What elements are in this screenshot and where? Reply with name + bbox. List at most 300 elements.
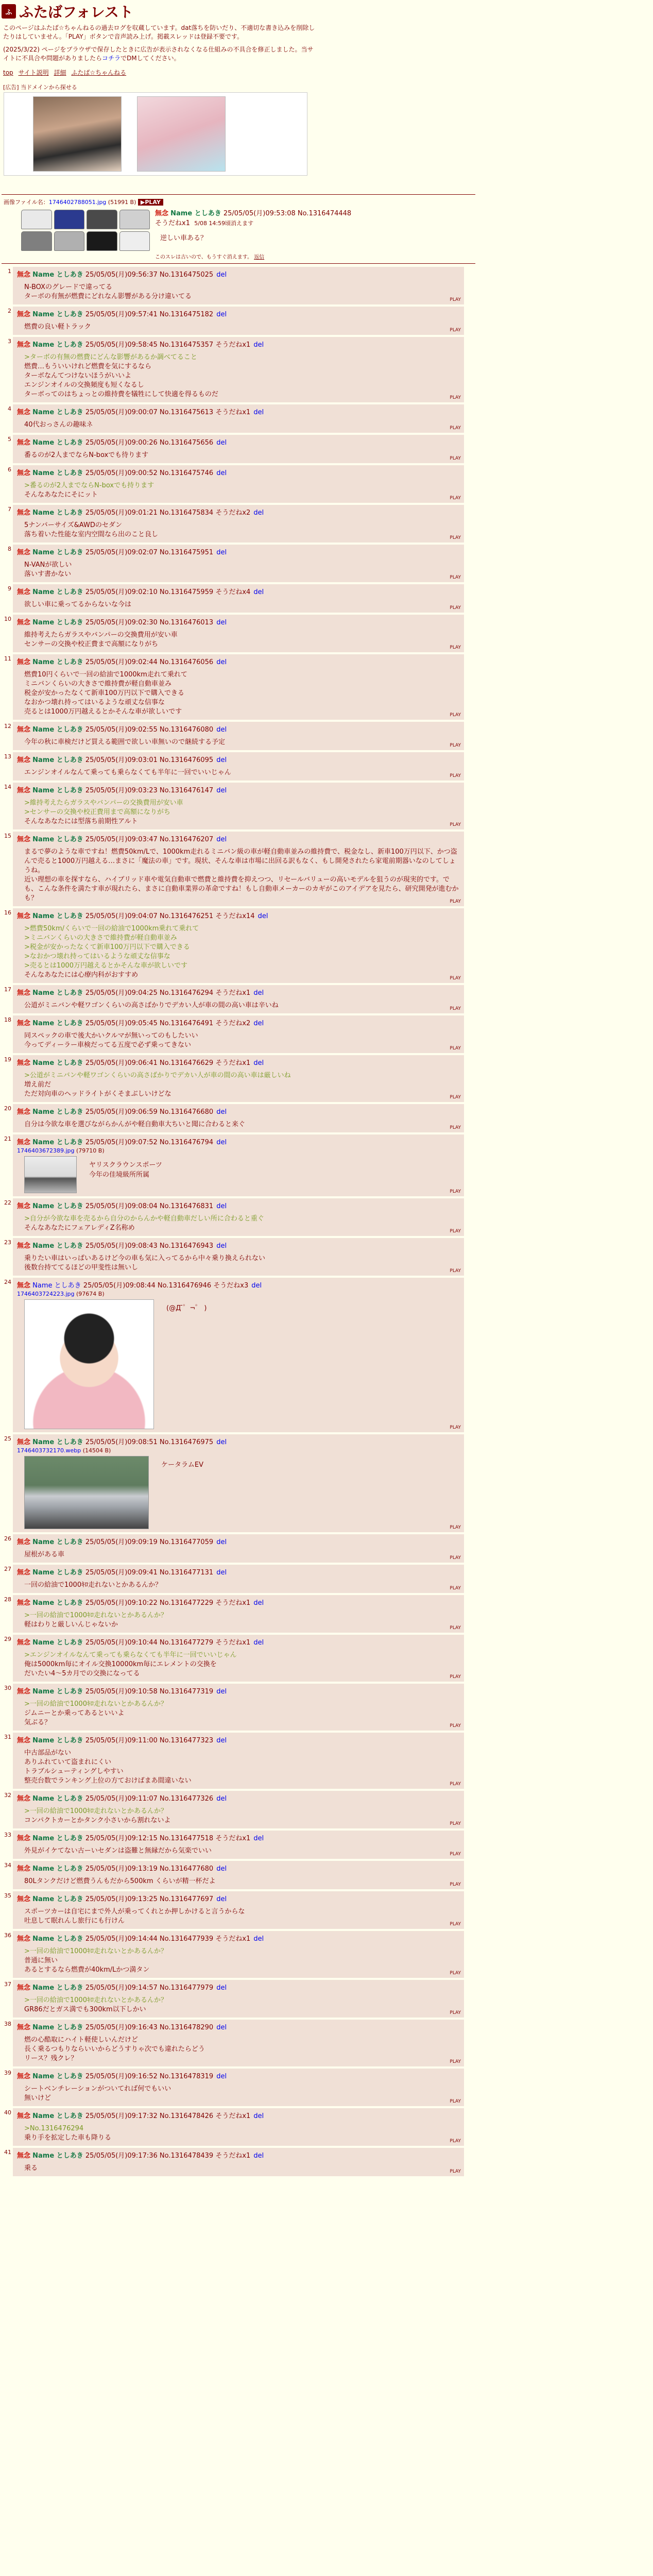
play-button[interactable]: PLAY — [450, 1971, 461, 1976]
op-name: Name としあき — [170, 210, 221, 217]
play-button[interactable]: PLAY — [450, 822, 461, 827]
play-button[interactable]: PLAY — [450, 1821, 461, 1826]
reply-line: N-VANが欲しい — [24, 561, 72, 569]
reply-number[interactable]: No.1316475182 — [159, 311, 214, 318]
reply-number[interactable]: No.1316476794 — [159, 1139, 214, 1146]
soudane-button[interactable]: そうだねx1 — [215, 341, 251, 349]
reply-post — [2, 1791, 475, 1828]
soudane-button[interactable]: そうだねx1 — [215, 1935, 251, 1943]
reply-number[interactable]: No.1316476831 — [159, 1202, 214, 1210]
reply-box — [13, 1635, 464, 1682]
del-link[interactable]: del — [216, 1737, 227, 1744]
reply-number[interactable]: No.1316476680 — [159, 1108, 214, 1116]
del-link[interactable]: del — [253, 2112, 264, 2120]
play-button[interactable]: PLAY — [450, 328, 461, 333]
del-link[interactable]: del — [253, 1020, 264, 1027]
reply-index: 22 — [4, 1199, 11, 1206]
reply-box — [13, 985, 464, 1013]
reply-line: 燃費の良い軽トラック — [24, 323, 91, 331]
reply-box — [13, 2069, 464, 2106]
reply-post — [2, 722, 475, 750]
reply-number[interactable]: No.1316476095 — [159, 756, 214, 764]
reply-number[interactable]: No.1316475834 — [159, 509, 214, 517]
play-button[interactable]: PLAY — [450, 1625, 461, 1631]
reply-subject: 無念 — [17, 1108, 31, 1116]
contact-link[interactable]: コチラ — [102, 55, 121, 62]
reply-number[interactable]: No.1316476491 — [159, 1020, 214, 1027]
quote-line: >No.1316476294 — [24, 2125, 84, 2132]
play-button[interactable]: PLAY — [450, 2139, 461, 2144]
reply-name: Name としあき — [32, 311, 83, 318]
reply-number[interactable]: No.1316476080 — [159, 726, 214, 734]
del-link[interactable]: del — [251, 1282, 262, 1290]
play-button[interactable]: PLAY — [450, 2169, 461, 2174]
play-button[interactable]: PLAY — [450, 2099, 461, 2104]
play-button[interactable]: PLAY — [450, 1006, 461, 1011]
soudane-button[interactable]: そうだねx14 — [215, 912, 255, 920]
reply-text — [24, 1846, 461, 1856]
reply-list — [2, 267, 475, 2176]
reply-header — [17, 1567, 461, 1577]
play-button[interactable]: PLAY — [450, 395, 461, 400]
reply-post — [2, 783, 475, 829]
del-link[interactable]: del — [253, 1835, 264, 1842]
reply-text — [24, 2164, 461, 2173]
nav-link-top[interactable]: top — [3, 69, 13, 76]
reply-number[interactable]: No.1316476013 — [159, 619, 214, 626]
reply-number[interactable]: No.1316476946 — [157, 1282, 212, 1290]
reply-header — [17, 1686, 461, 1696]
play-button[interactable]: PLAY — [450, 1525, 461, 1530]
reply-name: Name としあき — [32, 1935, 83, 1943]
del-link[interactable]: del — [216, 1895, 227, 1903]
site-title[interactable]: ふたばフォレスト — [19, 4, 133, 21]
reply-subject: 無念 — [17, 787, 31, 794]
reply-name: Name としあき — [32, 588, 83, 596]
reply-index: 12 — [4, 723, 11, 730]
reply-line: 維持考えたらガラスやバンパーの交換費用が安い車 — [24, 631, 178, 639]
reply-file-link[interactable]: 1746403724223.jpg — [17, 1291, 75, 1297]
reply-number[interactable]: No.1316475951 — [159, 549, 214, 556]
reply-date: 25/05/05(月)09:09:41 — [85, 1569, 158, 1577]
reply-index: 32 — [4, 1792, 11, 1799]
reply-subject: 無念 — [17, 1599, 31, 1607]
reply-post — [2, 1565, 475, 1593]
reply-name[interactable]: Name としあき — [32, 1282, 81, 1290]
reply-number[interactable]: No.1316475959 — [159, 588, 214, 596]
play-button[interactable]: PLAY — [450, 1555, 461, 1561]
reply-line: 乗り手を拡定した車も降りる — [24, 2134, 112, 2142]
reply-number[interactable]: No.1316477059 — [159, 1538, 214, 1546]
reply-header — [17, 339, 461, 349]
reply-link[interactable]: 返信 — [254, 255, 265, 260]
nav-link-detail[interactable]: 詳細 — [54, 69, 66, 76]
reply-number[interactable]: No.1316476251 — [159, 912, 214, 920]
del-link[interactable]: del — [216, 1688, 227, 1696]
play-button[interactable]: PLAY — [450, 1922, 461, 1927]
del-link[interactable]: del — [216, 1569, 227, 1577]
reply-post — [2, 1831, 475, 1859]
reply-name: Name としあき — [32, 2024, 83, 2031]
del-link[interactable]: del — [216, 1242, 227, 1250]
del-link[interactable]: del — [253, 341, 264, 349]
reply-header — [17, 406, 461, 416]
reply-line: トラブルシューティングしやすい — [24, 1768, 124, 1775]
play-button[interactable]: PLAY — [450, 1723, 461, 1728]
play-button[interactable]: PLAY — [450, 605, 461, 611]
reply-subject: 無念 — [17, 989, 31, 997]
play-button[interactable]: PLAY — [450, 1674, 461, 1680]
play-button[interactable]: PLAY — [450, 1229, 461, 1234]
reply-number[interactable]: No.1316477131 — [159, 1569, 214, 1577]
reply-number[interactable]: No.1316477229 — [159, 1599, 214, 1607]
reply-header — [17, 1863, 461, 1873]
reply-date: 25/05/05(月)09:02:44 — [85, 658, 158, 666]
reply-line: シートベンチレーションがついてれば何でもいい — [24, 2085, 171, 2093]
reply-number[interactable]: No.1316477518 — [159, 1835, 214, 1842]
ad-image-2[interactable] — [137, 96, 226, 172]
reply-subject: 無念 — [17, 726, 31, 734]
reply-file-link[interactable]: 1746403732170.webp — [17, 1447, 81, 1454]
quote-line: >維持考えたらガラスやバンパーの交換費用が安い車 — [24, 799, 183, 807]
del-link[interactable]: del — [216, 658, 227, 666]
reply-date: 25/05/05(月)09:01:21 — [85, 509, 158, 517]
reply-text — [89, 1159, 162, 1179]
quote-line: >なおかつ壊れ持ってはいるような頑丈な信事な — [24, 953, 170, 960]
reply-image[interactable] — [24, 1156, 77, 1193]
soudane-button[interactable]: そうだねx1 — [215, 1599, 251, 1607]
reply-date: 25/05/05(月)09:08:04 — [85, 1202, 158, 1210]
reply-index: 11 — [4, 655, 11, 662]
soudane-button[interactable]: そうだねx1 — [215, 1059, 251, 1067]
site-logo-icon[interactable]: ふ — [2, 4, 16, 19]
del-link[interactable]: del — [253, 409, 264, 416]
reply-name: Name としあき — [32, 1639, 83, 1647]
reply-number[interactable]: No.1316476056 — [159, 658, 214, 666]
soudane-button[interactable]: そうだねx1 — [215, 2152, 251, 2160]
reply-file-line — [17, 1291, 461, 1297]
del-link[interactable]: del — [257, 912, 268, 920]
play-button[interactable]: PLAY — [450, 1268, 461, 1274]
reply-subject: 無念 — [17, 1984, 31, 1992]
del-link[interactable]: del — [216, 1865, 227, 1873]
ad-image-1[interactable] — [33, 96, 122, 172]
soudane-button[interactable]: そうだねx1 — [215, 1835, 251, 1842]
play-button[interactable]: PLAY — [450, 899, 461, 904]
reply-text — [24, 1214, 461, 1233]
reply-header — [17, 1240, 461, 1250]
reply-index: 37 — [4, 1981, 11, 1988]
reply-number[interactable]: No.1316477279 — [159, 1639, 214, 1647]
reply-number[interactable]: No.1316478439 — [159, 2152, 214, 2160]
reply-line: ターボなんてつけないほうがいいよ — [24, 372, 132, 380]
play-button[interactable]: PLAY — [450, 535, 461, 540]
reply-subject: 無念 — [17, 836, 31, 843]
reply-index: 6 — [8, 466, 11, 473]
reply-attachment — [17, 1455, 461, 1529]
reply-line: 40代おっさんの趣味ネ — [24, 421, 93, 429]
reply-index: 28 — [4, 1596, 11, 1603]
del-link[interactable]: del — [216, 1108, 227, 1116]
del-link[interactable]: del — [216, 469, 227, 477]
reply-box — [13, 832, 464, 906]
del-link[interactable]: del — [253, 1935, 264, 1943]
del-link[interactable]: del — [253, 989, 264, 997]
play-button[interactable]: PLAY — [450, 976, 461, 981]
reply-number[interactable]: No.1316476975 — [159, 1438, 214, 1446]
reply-name: Name としあき — [32, 1795, 83, 1803]
site-header — [2, 2, 475, 21]
del-link[interactable]: del — [216, 439, 227, 447]
play-button[interactable]: PLAY — [450, 1046, 461, 1051]
op-soudane[interactable]: そうだねx1 — [155, 219, 190, 227]
soudane-button[interactable]: そうだねx4 — [215, 588, 251, 596]
play-button[interactable]: PLAY — [450, 773, 461, 778]
reply-date: 25/05/05(月)09:08:43 — [85, 1242, 158, 1250]
del-link[interactable]: del — [216, 549, 227, 556]
del-link[interactable]: del — [253, 1639, 264, 1647]
reply-subject: 無念 — [17, 1639, 31, 1647]
play-button[interactable]: PLAY — [450, 2010, 461, 2015]
reply-text — [24, 451, 461, 460]
play-button[interactable]: PLAY — [450, 1189, 461, 1194]
reply-text — [24, 420, 461, 430]
del-link[interactable]: del — [216, 311, 227, 318]
reply-index: 18 — [4, 1016, 11, 1023]
reply-number[interactable]: No.1316476147 — [159, 787, 214, 794]
reply-subject: 無念 — [17, 341, 31, 349]
del-link[interactable]: del — [253, 509, 264, 517]
reply-number[interactable]: No.1316477697 — [159, 1895, 214, 1903]
play-button[interactable]: PLAY — [450, 713, 461, 718]
op-image[interactable] — [21, 210, 150, 251]
play-button[interactable]: PLAY — [450, 496, 461, 501]
reply-name: Name としあき — [32, 756, 83, 764]
reply-name: Name としあき — [32, 989, 83, 997]
reply-box — [13, 435, 464, 463]
reply-line: 80Lタンクだけど燃費うんもだから500km くらいが精一杯だよ — [24, 1877, 216, 1885]
play-button[interactable]: PLAY — [450, 1125, 461, 1130]
reply-post — [2, 2069, 475, 2106]
play-button[interactable]: PLAY — [450, 426, 461, 431]
reply-box — [13, 1238, 464, 1276]
reply-header — [17, 754, 461, 764]
del-link[interactable]: del — [253, 2152, 264, 2160]
reply-index: 26 — [4, 1535, 11, 1542]
nav-link-about[interactable]: サイト説明 — [18, 69, 49, 76]
play-button[interactable]: PLAY — [450, 1882, 461, 1887]
del-link[interactable]: del — [216, 271, 227, 279]
del-link[interactable]: del — [253, 588, 264, 596]
reply-box — [13, 1015, 464, 1053]
soudane-button[interactable]: そうだねx1 — [215, 2112, 251, 2120]
reply-subject: 無念 — [17, 1538, 31, 1546]
play-button[interactable]: PLAY — [450, 743, 461, 748]
intro — [3, 24, 317, 63]
reply-index: 8 — [8, 546, 11, 552]
soudane-button[interactable]: そうだねx3 — [213, 1282, 249, 1290]
play-badge[interactable]: ▶PLAY — [138, 199, 163, 206]
reply-subject: 無念 — [17, 1202, 31, 1210]
reply-file-line — [17, 1147, 461, 1154]
reply-subject: 無念 — [17, 2152, 31, 2160]
reply-number[interactable]: No.1316475746 — [159, 469, 214, 477]
soudane-button[interactable]: そうだねx1 — [215, 1639, 251, 1647]
reply-box — [13, 1434, 464, 1532]
reply-post — [2, 985, 475, 1013]
reply-line: そんなあなたには心療内科がおすすめ — [24, 971, 139, 979]
del-link[interactable]: del — [216, 1538, 227, 1546]
del-link[interactable]: del — [216, 1984, 227, 1992]
reply-image[interactable] — [24, 1456, 149, 1529]
play-button[interactable]: PLAY — [450, 456, 461, 461]
reply-subject: 無念 — [17, 756, 31, 764]
reply-box — [13, 584, 464, 613]
del-link[interactable]: del — [253, 1599, 264, 1607]
reply-line: 乗る — [24, 2164, 38, 2172]
reply-index: 27 — [4, 1566, 11, 1572]
reply-date: 25/05/05(月)09:02:30 — [85, 619, 158, 626]
reply-number[interactable]: No.1316477319 — [159, 1688, 214, 1696]
reply-post — [2, 1434, 475, 1532]
reply-number[interactable]: No.1316476629 — [159, 1059, 214, 1067]
reply-index: 15 — [4, 833, 11, 839]
reply-box — [13, 2108, 464, 2146]
soudane-button[interactable]: そうだねx2 — [215, 1020, 251, 1027]
soudane-button[interactable]: そうだねx2 — [215, 509, 251, 517]
reply-file-line — [17, 1447, 461, 1454]
play-button[interactable]: PLAY — [450, 1586, 461, 1591]
reply-file-link[interactable]: 1746403672389.jpg — [17, 1147, 75, 1154]
del-link[interactable]: del — [216, 726, 227, 734]
reply-header — [17, 2022, 461, 2031]
reply-box — [13, 722, 464, 750]
play-button[interactable]: PLAY — [450, 645, 461, 650]
reply-number[interactable]: No.1316477323 — [159, 1737, 214, 1744]
intro-paragraph-1: このページはふたば☆ちゃんねるの過去ログを収蔵しています。dat落ちを防いだり、不適切な書き込みを削除したりはしていません。「PLAY」ボタンで音声読み上げ。掲載スレッドは登録不要です。 — [3, 24, 315, 40]
reply-line: 吐息して眠れんし旅行にも行けん — [24, 1917, 125, 1925]
reply-number[interactable]: No.1316477979 — [159, 1984, 214, 1992]
play-button[interactable]: PLAY — [450, 2059, 461, 2064]
reply-box — [13, 2020, 464, 2066]
reply-post — [2, 435, 475, 463]
reply-header — [17, 1637, 461, 1647]
quote-line: >税金が安かったなくて新車100万円以下で購入できる — [24, 943, 190, 951]
play-button[interactable]: PLAY — [450, 1852, 461, 1857]
op-number[interactable]: No.1316474448 — [297, 210, 352, 217]
reply-text — [24, 1996, 461, 2014]
reply-date: 25/05/05(月)09:04:07 — [85, 912, 158, 920]
play-button[interactable]: PLAY — [450, 1425, 461, 1430]
reply-text — [24, 353, 461, 399]
reply-number[interactable]: No.1316477326 — [159, 1795, 214, 1803]
reply-box — [13, 615, 464, 652]
reply-line: ターボの有無が燃費にどれなん影響がある分け違いてる — [24, 293, 192, 300]
reply-text — [24, 481, 461, 500]
divider — [2, 194, 475, 195]
reply-text — [166, 1302, 213, 1312]
reply-subject: 無念 — [17, 409, 31, 416]
soudane-button[interactable]: そうだねx1 — [215, 989, 251, 997]
play-button[interactable]: PLAY — [450, 1095, 461, 1100]
del-link[interactable]: del — [216, 1438, 227, 1446]
reply-post — [2, 1015, 475, 1053]
reply-number[interactable]: No.1316476207 — [159, 836, 214, 843]
del-link[interactable]: del — [216, 756, 227, 764]
reply-number[interactable]: No.1316477939 — [159, 1935, 214, 1943]
reply-post — [2, 2108, 475, 2146]
op-file-link[interactable]: 1746402788051.jpg — [48, 199, 107, 206]
op-notice — [155, 252, 351, 260]
del-link[interactable]: del — [216, 1139, 227, 1146]
reply-number[interactable]: No.1316475025 — [159, 271, 214, 279]
reply-image[interactable] — [24, 1299, 154, 1429]
del-link[interactable]: del — [253, 1059, 264, 1067]
del-link[interactable]: del — [216, 619, 227, 626]
reply-number[interactable]: No.1316475357 — [159, 341, 214, 349]
reply-number[interactable]: No.1316477680 — [159, 1865, 214, 1873]
reply-line: そんなあなたには型落ち前期性アルト — [24, 818, 138, 825]
reply-name: Name としあき — [32, 1020, 83, 1027]
reply-number[interactable]: No.1316478319 — [159, 2073, 214, 2080]
op-body — [155, 208, 351, 260]
del-link[interactable]: del — [216, 2073, 227, 2080]
del-link[interactable]: del — [216, 787, 227, 794]
thread — [2, 194, 475, 2176]
nav-link-futaba[interactable]: ふたば☆ちゃんねる — [71, 69, 127, 76]
reply-number[interactable]: No.1316475613 — [159, 409, 214, 416]
reply-number[interactable]: No.1316478426 — [159, 2112, 214, 2120]
reply-text — [24, 1947, 461, 1975]
reply-line: エンジンオイルなんて乗っても乗らなくても半年に一回でいいじゃん — [24, 769, 231, 776]
reply-date: 25/05/05(月)09:13:19 — [85, 1865, 158, 1873]
reply-line: 後数台持ててるほどの甲斐性は無いし — [24, 1264, 139, 1272]
soudane-button[interactable]: そうだねx1 — [215, 409, 251, 416]
play-button[interactable]: PLAY — [450, 575, 461, 580]
reply-header — [17, 507, 461, 517]
reply-header — [17, 2071, 461, 2080]
reply-subject: 無念 — [17, 271, 31, 279]
reply-box — [13, 545, 464, 582]
del-link[interactable]: del — [216, 2024, 227, 2031]
reply-index: 30 — [4, 1685, 11, 1691]
del-link[interactable]: del — [216, 836, 227, 843]
reply-date: 25/05/05(月)09:03:47 — [85, 836, 158, 843]
reply-line: 増え前だ — [24, 1081, 51, 1089]
play-button[interactable]: PLAY — [450, 297, 461, 302]
reply-number[interactable]: No.1316478290 — [159, 2024, 214, 2031]
reply-subject: 無念 — [17, 1059, 31, 1067]
reply-date: 25/05/05(月)09:11:07 — [85, 1795, 158, 1803]
reply-name: Name としあき — [32, 2073, 83, 2080]
reply-date: 25/05/05(月)09:10:44 — [85, 1639, 158, 1647]
op-post — [2, 208, 475, 260]
reply-index: 3 — [8, 338, 11, 345]
reply-line: 無いけど — [24, 2094, 51, 2102]
reply-number[interactable]: No.1316475656 — [159, 439, 214, 447]
reply-header — [17, 2110, 461, 2120]
reply-date: 25/05/05(月)09:17:36 — [85, 2152, 158, 2160]
reply-name: Name としあき — [32, 1835, 83, 1842]
del-link[interactable]: del — [216, 1202, 227, 1210]
ad-banner[interactable] — [4, 92, 307, 176]
play-button[interactable]: PLAY — [450, 1782, 461, 1787]
reply-number[interactable]: No.1316476294 — [159, 989, 214, 997]
del-link[interactable]: del — [216, 1795, 227, 1803]
reply-number[interactable]: No.1316476943 — [159, 1242, 214, 1250]
reply-name: Name としあき — [32, 658, 83, 666]
reply-subject: 無念 — [17, 1795, 31, 1803]
